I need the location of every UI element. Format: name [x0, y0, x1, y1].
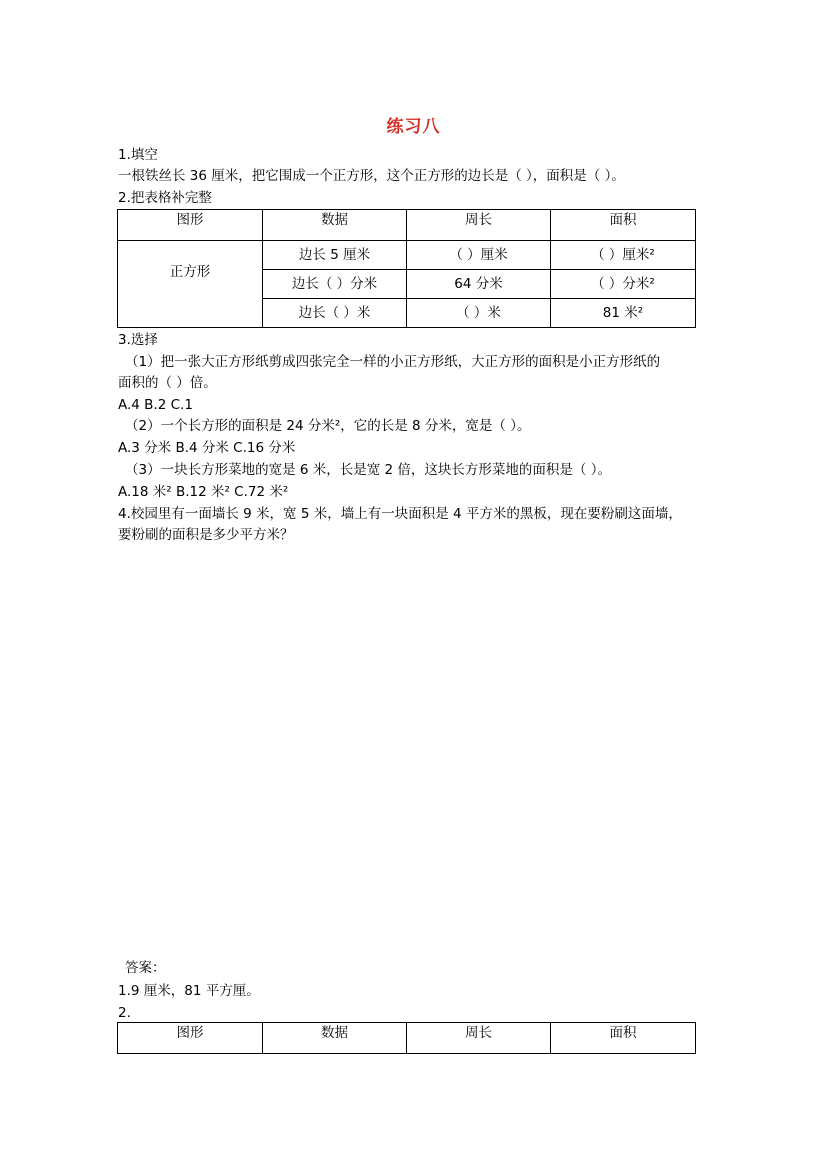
table-header: 数据	[263, 210, 407, 241]
table-cell: 边长 5 厘米	[263, 241, 407, 270]
page-title: 练习八	[386, 117, 441, 137]
table-cell: （ ）分米²	[551, 270, 696, 299]
q1-text: 一根铁丝长 36 厘米，把它围成一个正方形，这个正方形的边长是（ ），面积是（ ）。	[118, 168, 625, 184]
table-cell: 边长（ ）分米	[263, 270, 407, 299]
table-cell: 81 米²	[551, 299, 696, 328]
table-header: 数据	[263, 1023, 407, 1054]
answer-2: 2.	[118, 1005, 131, 1021]
table-header: 周长	[407, 1023, 551, 1054]
q3-heading: 3.选择	[118, 332, 158, 348]
answer-table	[117, 1022, 696, 1054]
table-cell: （ ）厘米	[407, 241, 551, 270]
q4-line1: 4.校园里有一面墙长 9 米，宽 5 米，墙上有一块面积是 4 平方米的黑板，现在要粉刷这面墙，	[118, 506, 682, 522]
q3-item3-options: A.18 米² B.12 米² C.72 米²	[118, 484, 289, 500]
q3-item1-options: A.4 B.2 C.1	[118, 397, 193, 413]
q1-heading: 1.填空	[118, 147, 158, 163]
q3-item1-line1: （1）把一张大正方形纸剪成四张完全一样的小正方形纸，大正方形的面积是小正方形纸的	[125, 354, 661, 370]
table-header: 面积	[551, 1023, 696, 1054]
table-header: 周长	[407, 210, 551, 241]
table-cell-shape: 正方形	[118, 241, 263, 328]
table-header: 图形	[118, 1023, 263, 1054]
q2-heading: 2.把表格补完整	[118, 190, 212, 206]
table-cell: （ ）厘米²	[551, 241, 696, 270]
q3-item1-line2: 面积的（ ）倍。	[118, 375, 217, 391]
q3-item2-options: A.3 分米 B.4 分米 C.16 分米	[118, 440, 296, 456]
table-cell: 64 分米	[407, 270, 551, 299]
q4-line2: 要粉刷的面积是多少平方米？	[118, 527, 294, 543]
table-header: 面积	[551, 210, 696, 241]
answers-heading: 答案：	[125, 960, 166, 976]
table-cell: 边长（ ）米	[263, 299, 407, 328]
q2-table	[117, 209, 696, 328]
table-header: 图形	[118, 210, 263, 241]
table-cell: （ ）米	[407, 299, 551, 328]
answer-1: 1.9 厘米，81 平方厘。	[118, 983, 260, 999]
q3-item2-question: （2）一个长方形的面积是 24 分米²，它的长是 8 分米，宽是（ ）。	[125, 418, 531, 434]
q3-item3-question: （3）一块长方形菜地的宽是 6 米，长是宽 2 倍，这块长方形菜地的面积是（ ）。	[125, 462, 611, 478]
